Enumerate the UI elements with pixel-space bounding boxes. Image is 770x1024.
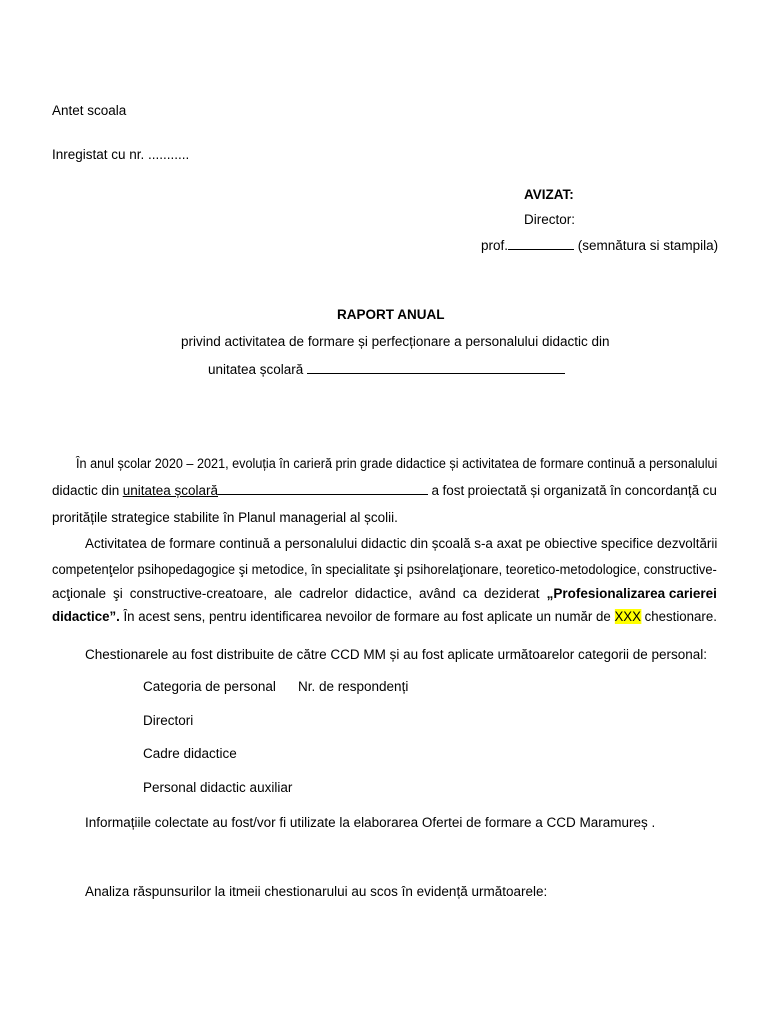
line-end: chestionare. bbox=[640, 609, 717, 624]
paragraph-4: Informațiile colectate au fost/vor fi utilizate la elaborarea Ofertei de formare a CCD Maramureș . bbox=[85, 815, 656, 830]
paragraph-2-line-2: competenţelor psihopedagogice şi metodice, în specialitate şi psihorelaţionare, teoretico-metodologice, constructive- bbox=[52, 562, 717, 577]
word: cu bbox=[702, 483, 717, 498]
approval-role: Director: bbox=[524, 212, 576, 227]
paragraph-2-line-4 bbox=[52, 608, 717, 625]
word: cadrelor bbox=[299, 586, 348, 601]
report-unit-line bbox=[208, 361, 565, 378]
word: concordanță bbox=[624, 483, 700, 498]
table-head-respondents: Nr. de respondenți bbox=[298, 679, 409, 694]
word: având bbox=[418, 586, 456, 601]
highlighted-xxx: XXX bbox=[614, 609, 641, 624]
unit-field bbox=[123, 482, 428, 499]
word: deziderat bbox=[484, 586, 540, 601]
word: didactice, bbox=[354, 586, 412, 601]
word: ca bbox=[462, 586, 478, 601]
category-item: Directori bbox=[143, 713, 194, 728]
unit-blank bbox=[307, 361, 565, 374]
report-title: RAPORT ANUAL bbox=[337, 307, 445, 322]
table-head-category: Categoria de personal bbox=[143, 679, 276, 694]
approval-prof: prof. bbox=[481, 238, 509, 253]
paragraph-1-line-2 bbox=[52, 482, 717, 499]
paragraph-5: Analiza răspunsurilor la itmeii chestionarului au scos în evidență următoarele: bbox=[85, 884, 548, 899]
word: acţionale bbox=[52, 586, 107, 601]
word: ale bbox=[274, 586, 293, 601]
word: constructive-creatoare, bbox=[129, 586, 268, 601]
word: în bbox=[610, 483, 622, 498]
report-unit-label: unitatea școlară bbox=[208, 362, 304, 377]
school-header: Antet scoala bbox=[52, 103, 127, 118]
approval-signature-line bbox=[481, 237, 718, 254]
report-subtitle: privind activitatea de formare și perfecționare a personalului didactic din bbox=[181, 334, 610, 349]
unit-label-underlined: unitatea școlară bbox=[122, 483, 219, 498]
paragraph-2-line-1: Activitatea de formare continuă a personalului didactic din școală s-a axat pe obiective specifice dezvoltării bbox=[85, 536, 718, 551]
paragraph-2-line-3 bbox=[52, 585, 717, 602]
paragraph-1-line-3: proritățile strategice stabilite în Planul managerial al școlii. bbox=[52, 510, 398, 525]
word: a bbox=[431, 483, 439, 498]
signature-blank bbox=[508, 237, 574, 250]
word: proiectată bbox=[467, 483, 527, 498]
signature-note: (semnătura si stampila) bbox=[577, 238, 719, 253]
category-item: Personal didactic auxiliar bbox=[143, 780, 293, 795]
unit-inline-blank bbox=[218, 482, 428, 495]
word: fost bbox=[442, 483, 465, 498]
registration-number: Inregistat cu nr. ........... bbox=[52, 147, 190, 162]
word: didactic bbox=[52, 483, 98, 498]
category-item: Cadre didactice bbox=[143, 746, 237, 761]
word: şi bbox=[113, 586, 123, 601]
paragraph-3: Chestionarele au fost distribuite de către CCD MM și au fost aplicate următoarelor categorii de personal: bbox=[85, 647, 708, 662]
word: din bbox=[101, 483, 120, 498]
deziderat-start: „Profesionalizarea carierei bbox=[546, 586, 717, 601]
approval-title: AVIZAT: bbox=[524, 187, 574, 202]
word: și bbox=[530, 483, 541, 498]
line-text: În acest sens, pentru identificarea nevoilor de formare au fost aplicate un număr de bbox=[119, 609, 615, 624]
paragraph-1-line-1: În anul școlar 2020 – 2021, evoluția în carieră prin grade didactice și activitatea de formare continuă a personalului bbox=[76, 456, 718, 471]
word: organizată bbox=[543, 483, 607, 498]
deziderat-end: didactice”. bbox=[52, 609, 120, 624]
